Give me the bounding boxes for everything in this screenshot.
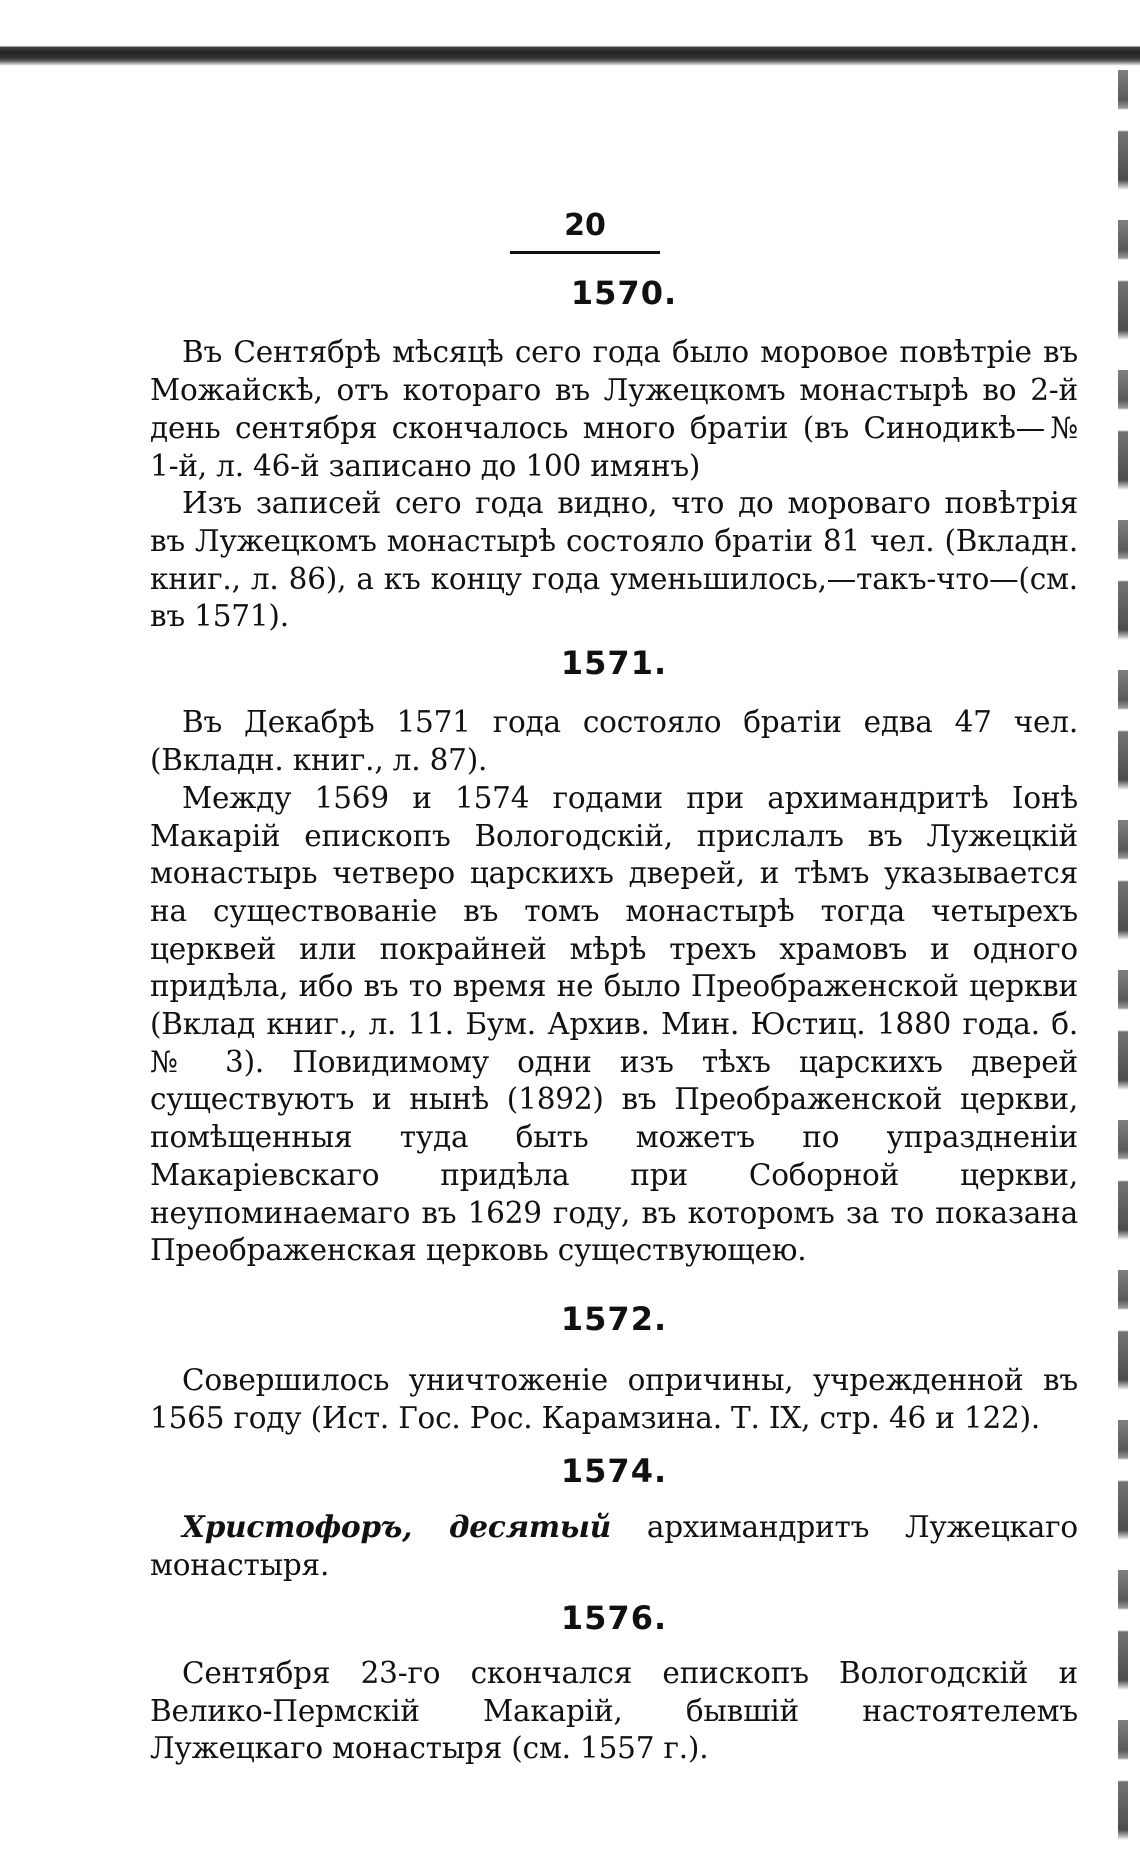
page-number: 20 xyxy=(510,208,660,254)
year-heading-1574: 1574. xyxy=(560,1451,668,1490)
year-heading-1576: 1576. xyxy=(560,1598,668,1637)
entry-1576-makariy: Сентября 23-го скончался епископъ Вологодскій и Велико-Пермскій Макарій, бывшій настоятелемъ Лужецкаго монастыря (см. 1557 г.). xyxy=(150,1655,1078,1766)
book-page xyxy=(150,208,1078,1768)
entry-1570-plague: Въ Сентябрѣ мѣсяцѣ сего года было моровое повѣтріе въ Можайскѣ, отъ котораго въ Лужецкомъ монастырѣ во 2-й день сентября скончалось много братіи (въ Синодикѣ—№ 1-й, л. 46-й записано до 100 имянъ) xyxy=(150,335,1078,483)
year-heading-1572: 1572. xyxy=(560,1299,668,1338)
entry-1570-brethren: Изъ записей сего года видно, что до мороваго повѣтрія въ Лужецкомъ монастырѣ состояло братіи 81 чел. (Вкладн. книг., л. 86), а къ концу года уменьшилось,—такъ-что—(см. въ 1571). xyxy=(150,486,1078,634)
entry-1574-text: архимандритъ Лужецкаго монастыря. xyxy=(150,1510,1078,1582)
entry-1572-oprichnina: Совершилось уничтоженіе опричины, учрежденной въ 1565 году (Ист. Гос. Рос. Карамзина. Т. IX, стр. 46 и 122). xyxy=(150,1363,1078,1436)
scan-top-edge xyxy=(0,42,1140,66)
entry-1574-name-italic: Христофоръ, десятый xyxy=(182,1509,611,1545)
year-heading-1571: 1571. xyxy=(560,644,668,683)
year-heading-1570: 1570. xyxy=(570,274,678,312)
scan-right-edge xyxy=(1118,70,1128,1860)
entry-1571-december: Въ Декабрѣ 1571 года состояло братіи едва 47 чел. (Вкладн. книг., л. 87). xyxy=(150,705,1078,778)
entry-1571-royal-doors: Между 1569 и 1574 годами при архимандритѣ Іонѣ Макарій епископъ Вологодскій, прислалъ въ Лужецкій монастырь четверо царскихъ дверей, и тѣмъ указывается на существованіе въ томъ монастырѣ тогда четырехъ церквей или покрайней мѣрѣ трехъ храмовъ и одного придѣла, ибо въ то время не было Преображенской церкви (Вклад книг., л. 11. Бум. Архив. Мин. Юстиц. 1880 года. б. № 3). Повидимому одни изъ тѣхъ царскихъ дверей существуютъ и нынѣ (1892) въ Преображенской церкви, помѣщенныя туда быть можетъ по упраздненіи Макаріевскаго придѣла при Соборной церкви, неупоминаемаго въ 1629 году, въ которомъ за то показана Преображенская церковь существующею. xyxy=(150,780,1078,1268)
entry-1574-archimandrite xyxy=(150,1508,1078,1584)
